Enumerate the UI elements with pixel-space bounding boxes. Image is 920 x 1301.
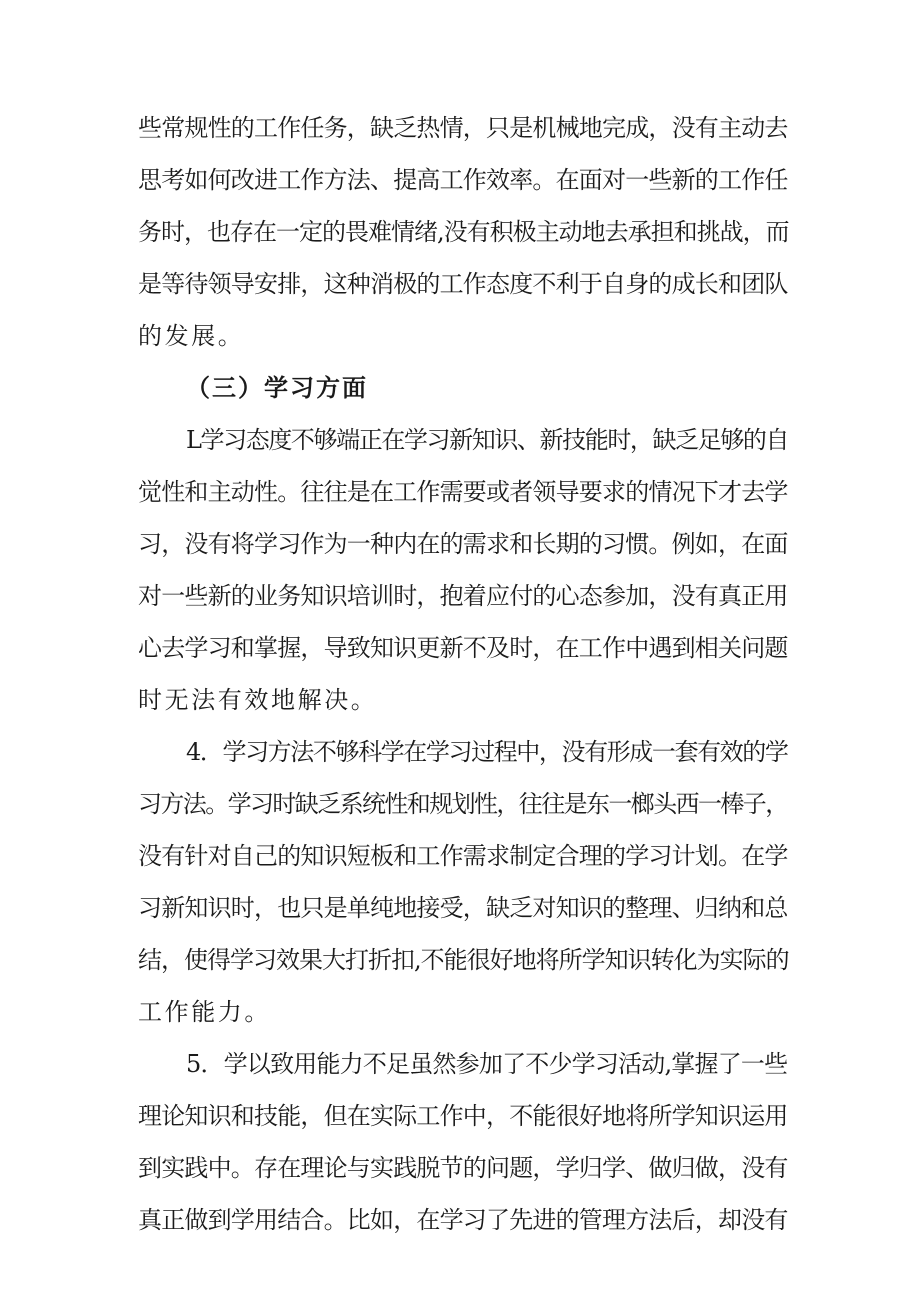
text-line: 觉性和主动性。往往是在工作需要或者领导要求的情况下才去学 <box>138 478 788 506</box>
text-line: 是等待领导安排，这种消极的工作态度不利于自身的成长和团队 <box>138 270 788 298</box>
text-line: 结，使得学习效果大打折扣,不能很好地将所学知识转化为实际的 <box>138 946 789 974</box>
text-line: 务时，也存在一定的畏难情绪,没有积极主动地去承担和挑战，而 <box>138 218 789 246</box>
text-line: 习新知识时，也只是单纯地接受，缺乏对知识的整理、归纳和总 <box>138 894 788 922</box>
section-heading: （三）学习方面 <box>186 373 368 402</box>
text-line: 心去学习和掌握，导致知识更新不及时，在工作中遇到相关问题 <box>138 634 788 662</box>
text-line: 5．学以致用能力不足虽然参加了不少学习活动,掌握了一些 <box>186 1050 788 1078</box>
text-line: 习，没有将学习作为一种内在的需求和长期的习惯。例如，在面 <box>138 530 788 558</box>
text-line: 些常规性的工作任务，缺乏热情，只是机械地完成，没有主动去 <box>138 114 788 142</box>
text-line: L学习态度不够端正在学习新知识、新技能时，缺乏足够的自 <box>186 426 789 454</box>
text-line: 思考如何改进工作方法、提高工作效率。在面对一些新的工作任 <box>138 166 788 194</box>
text-line: 理论知识和技能，但在实际工作中，不能很好地将所学知识运用 <box>138 1102 788 1130</box>
text-line: 习方法。学习时缺乏系统性和规划性，往往是东一榔头西一棒子， <box>138 790 788 818</box>
text-line: 工作能力。 <box>138 998 271 1026</box>
text-line: 时无法有效地解决。 <box>138 686 378 714</box>
text-line: 到实践中。存在理论与实践脱节的问题，学归学、做归做，没有 <box>138 1154 788 1182</box>
text-line: 没有针对自己的知识短板和工作需求制定合理的学习计划。在学 <box>138 842 788 870</box>
text-line: 4．学习方法不够科学在学习过程中，没有形成一套有效的学 <box>186 738 788 766</box>
text-line: 真正做到学用结合。比如，在学习了先进的管理方法后，却没有 <box>138 1206 788 1234</box>
text-line: 的发展。 <box>138 322 245 350</box>
text-line: 对一些新的业务知识培训时，抱着应付的心态参加，没有真正用 <box>138 582 788 610</box>
